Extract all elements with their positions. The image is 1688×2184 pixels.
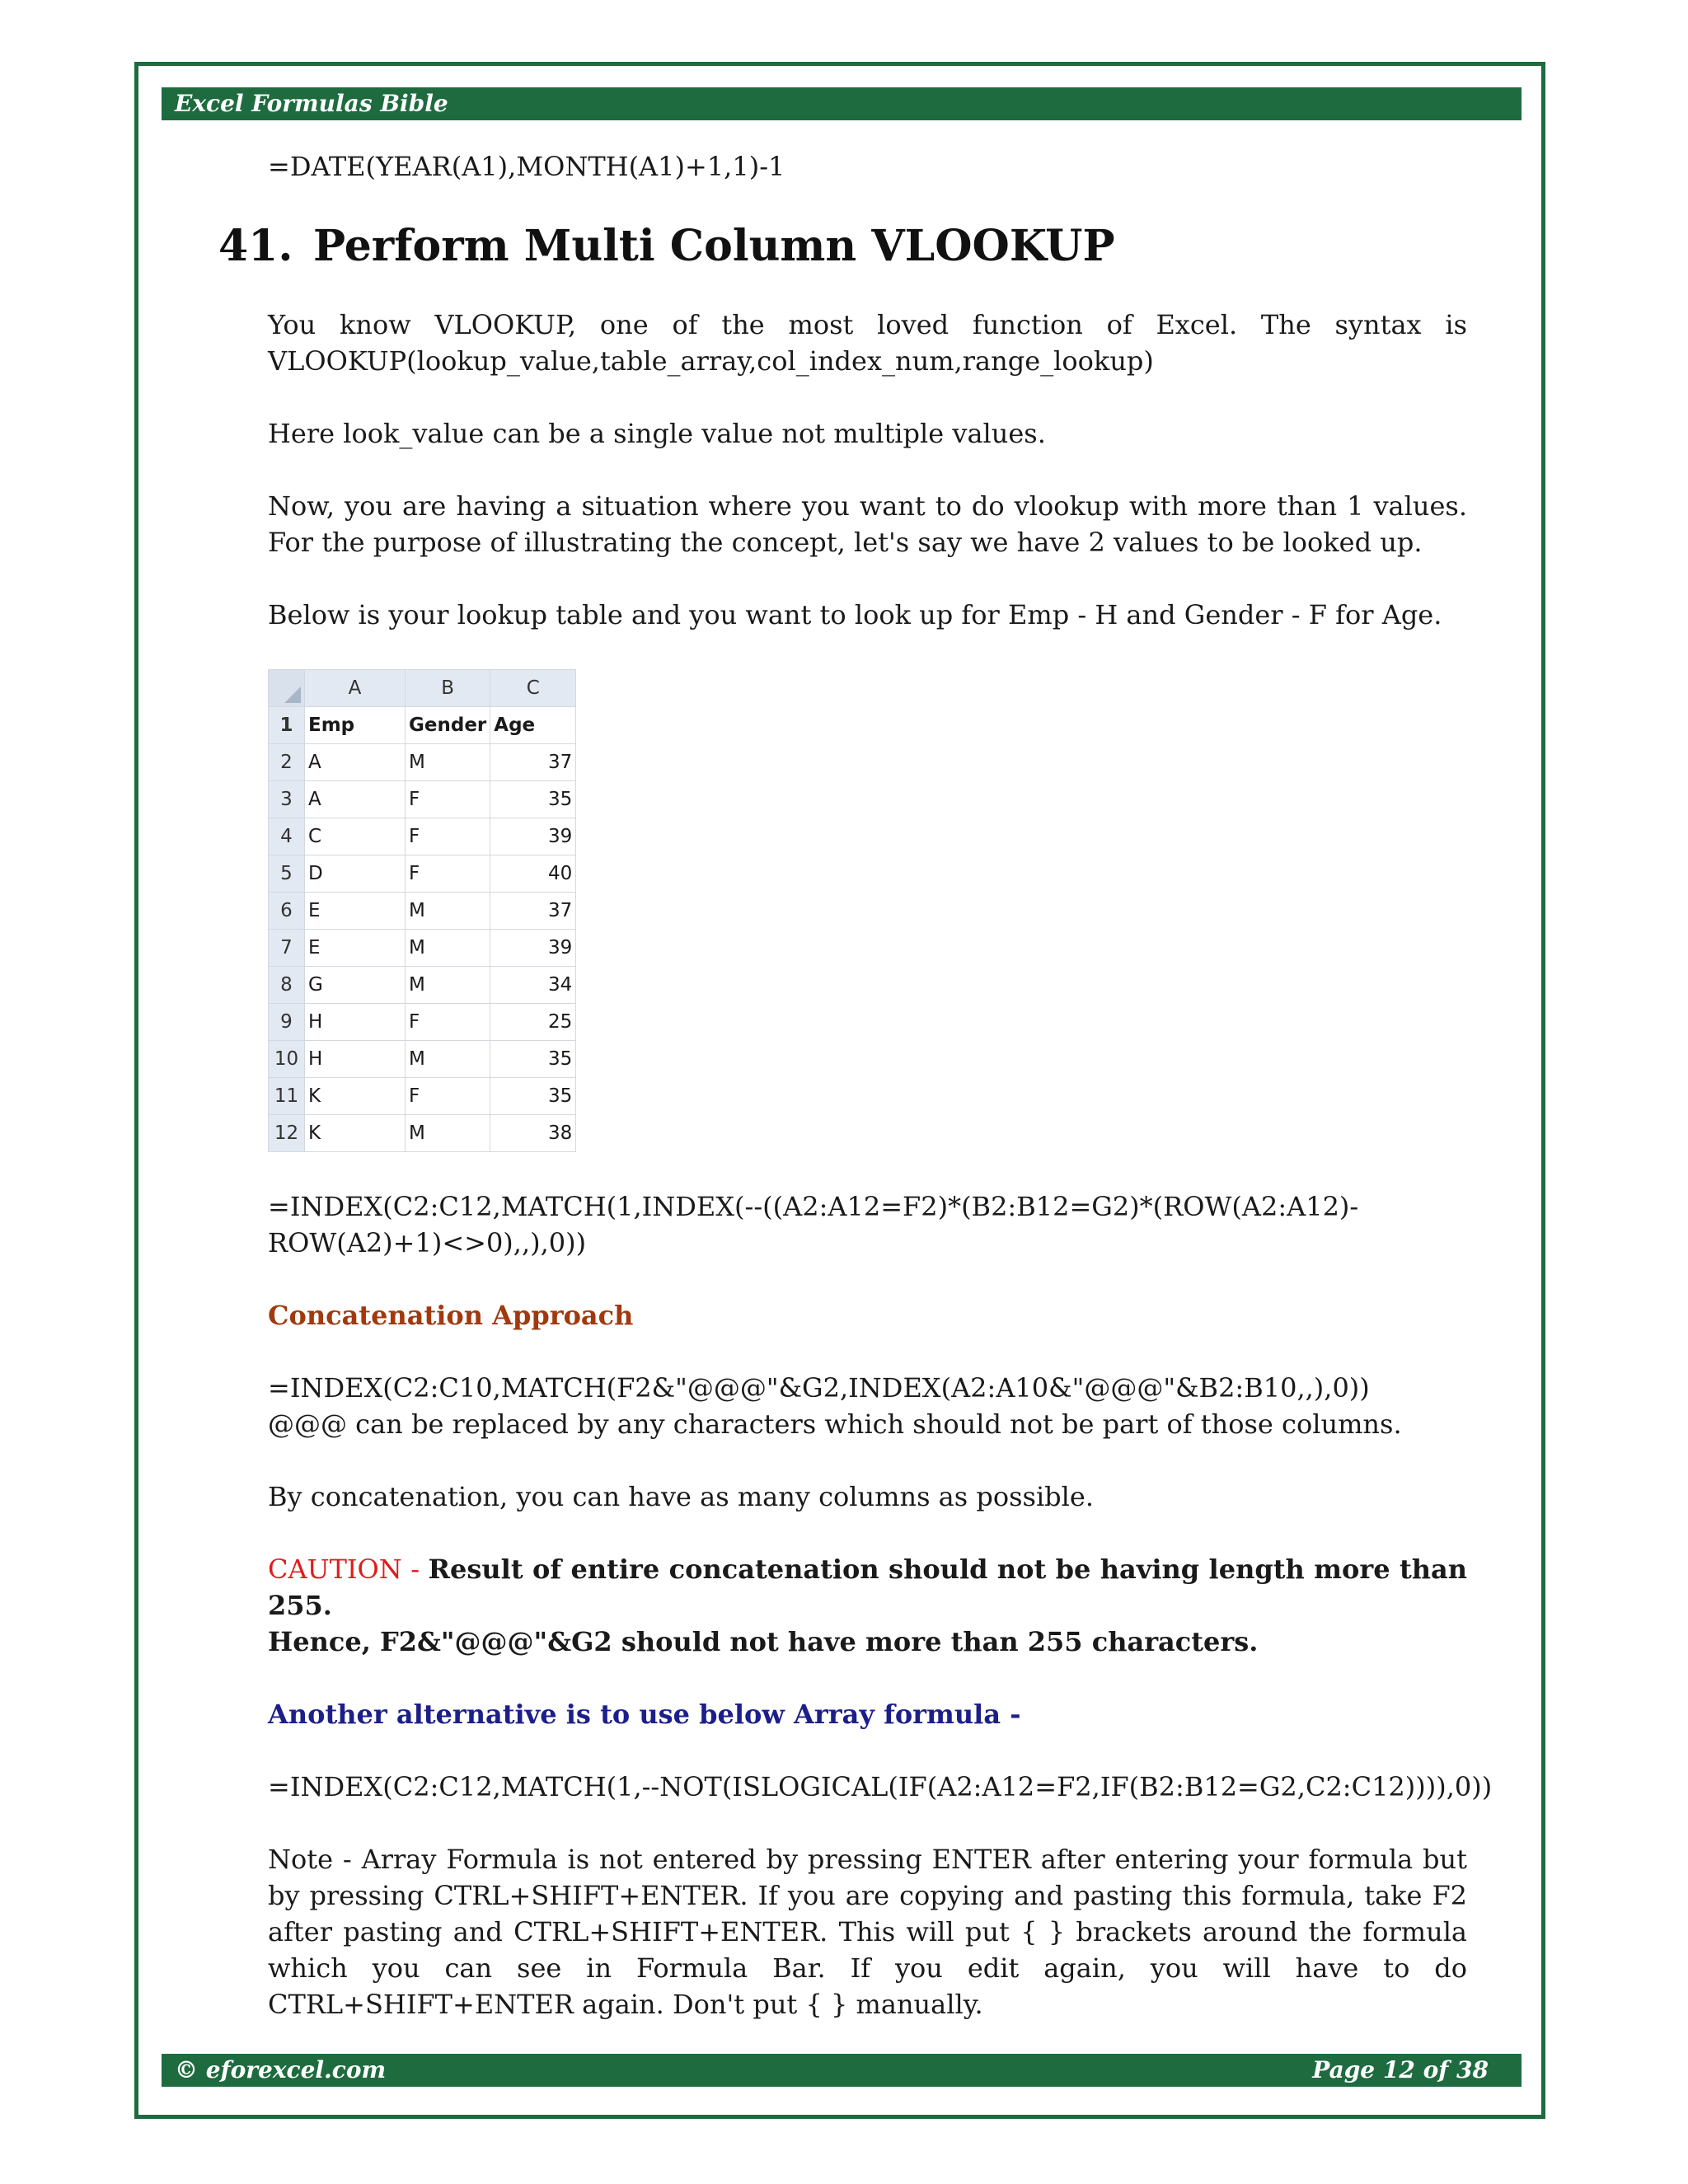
cell-age: 35	[490, 1078, 576, 1115]
cell-emp: A	[305, 781, 406, 818]
cell-gender: F	[406, 855, 490, 893]
row-number: 6	[269, 893, 305, 930]
cell-gender-header: Gender	[406, 707, 490, 744]
cell-emp: G	[305, 967, 406, 1004]
cell-gender: M	[406, 893, 490, 930]
formula-concatenation-note: @@@ can be replaced by any characters which should not be part of those columns.	[268, 1408, 1402, 1440]
cell-emp: C	[305, 818, 406, 855]
caution-line2: Hence, F2&"@@@"&G2 should not have more than 255 characters.	[268, 1626, 1259, 1657]
table-row	[269, 707, 576, 744]
cell-age: 25	[490, 1004, 576, 1041]
alternative-heading: Another alternative is to use below Array formula -	[268, 1699, 1021, 1730]
cell-gender: F	[406, 1004, 490, 1041]
content	[268, 148, 1493, 2059]
top-formula: =DATE(YEAR(A1),MONTH(A1)+1,1)-1	[268, 151, 785, 182]
header-title: Excel Formulas Bible	[175, 90, 448, 117]
table-row	[269, 781, 576, 818]
row-number: 2	[269, 744, 305, 781]
table-row	[269, 1004, 576, 1041]
formula-concatenation: =INDEX(C2:C10,MATCH(F2&"@@@"&G2,INDEX(A2:A10&"@@@"&B2:B10,,),0))	[268, 1372, 1370, 1404]
cell-emp: H	[305, 1041, 406, 1078]
paragraph-single-value: Here look_value can be a single value not multiple values.	[268, 418, 1046, 449]
formula-index-match-line1: =INDEX(C2:C12,MATCH(1,INDEX(--((A2:A12=F2)*(B2:B12=G2)*(ROW(A2:A12)-	[268, 1191, 1359, 1222]
column-header-a: A	[305, 670, 406, 707]
caution-line1	[268, 1551, 1467, 1624]
cell-age: 35	[490, 1041, 576, 1078]
row-number: 1	[269, 707, 305, 744]
table-row	[269, 1041, 576, 1078]
table-row	[269, 967, 576, 1004]
row-number: 5	[269, 855, 305, 893]
cell-emp-header: Emp	[305, 707, 406, 744]
cell-age: 38	[490, 1115, 576, 1152]
cell-gender: M	[406, 1115, 490, 1152]
cell-gender: M	[406, 930, 490, 967]
row-number: 9	[269, 1004, 305, 1041]
row-number: 11	[269, 1078, 305, 1115]
section-title: Perform Multi Column VLOOKUP	[313, 221, 1115, 271]
cell-gender: M	[406, 967, 490, 1004]
formula-index-match-line2: ROW(A2)+1)<>0),,),0))	[268, 1227, 587, 1258]
row-number: 7	[269, 930, 305, 967]
lookup-table	[268, 669, 576, 1152]
paragraph-lookup-table: Below is your lookup table and you want to look up for Emp - H and Gender - F for Age.	[268, 599, 1442, 630]
paragraph-many-columns: By concatenation, you can have as many columns as possible.	[268, 1481, 1094, 1512]
caution-text: Result of entire concatenation should not be having length more than 255.	[268, 1554, 1468, 1621]
row-number: 3	[269, 781, 305, 818]
note-paragraph: Note - Array Formula is not entered by pressing ENTER after entering your formula but by pressing CTRL+SHIFT+ENTER. If you are copying and pasting this formula, take F2 after pasting and CTRL+SHIFT+ENTER. This will put { } brackets around the formula which you can see in Formula Bar. If you edit again, you will have to do CTRL+SHIFT+ENTER again. Don't put { } manually.	[268, 1844, 1467, 2020]
table-row	[269, 930, 576, 967]
paragraph-vlookup-intro: You know VLOOKUP, one of the most loved function of Excel. The syntax is VLOOKUP(lookup_value,table_array,col_index_num,range_lookup)	[268, 309, 1467, 377]
cell-gender: M	[406, 1041, 490, 1078]
cell-emp: E	[305, 930, 406, 967]
cell-emp: K	[305, 1115, 406, 1152]
row-number: 4	[269, 818, 305, 855]
cell-age: 40	[490, 855, 576, 893]
table-row	[269, 744, 576, 781]
cell-age: 37	[490, 893, 576, 930]
concatenation-heading: Concatenation Approach	[268, 1300, 634, 1331]
footer-band	[162, 2054, 1522, 2087]
cell-age: 39	[490, 930, 576, 967]
column-header-c: C	[490, 670, 576, 707]
cell-emp: D	[305, 855, 406, 893]
cell-gender: F	[406, 781, 490, 818]
table-row	[269, 855, 576, 893]
paragraph-multiple-values: Now, you are having a situation where you want to do vlookup with more than 1 values. For the purpose of illustrating the concept, let's say we have 2 values to be looked up.	[268, 490, 1467, 558]
table-row	[269, 893, 576, 930]
cell-emp: K	[305, 1078, 406, 1115]
formula-array: =INDEX(C2:C12,MATCH(1,--NOT(ISLOGICAL(IF(A2:A12=F2,IF(B2:B12=G2,C2:C12)))),0))	[268, 1771, 1493, 1802]
select-all-corner	[269, 670, 305, 707]
cell-emp: E	[305, 893, 406, 930]
table-row	[269, 818, 576, 855]
header-band	[162, 87, 1522, 120]
cell-emp: A	[305, 744, 406, 781]
cell-emp: H	[305, 1004, 406, 1041]
table-row	[269, 1078, 576, 1115]
column-header-b: B	[406, 670, 490, 707]
row-number: 12	[269, 1115, 305, 1152]
caution-label: CAUTION -	[268, 1554, 429, 1585]
row-number: 10	[269, 1041, 305, 1078]
footer-page-number: Page 12 of 38	[1312, 2056, 1489, 2083]
cell-gender: F	[406, 818, 490, 855]
section-number: 41.	[218, 221, 293, 271]
row-number: 8	[269, 967, 305, 1004]
cell-age: 35	[490, 781, 576, 818]
cell-age: 34	[490, 967, 576, 1004]
cell-gender: F	[406, 1078, 490, 1115]
cell-age: 37	[490, 744, 576, 781]
cell-age: 39	[490, 818, 576, 855]
cell-gender: M	[406, 744, 490, 781]
table-row	[269, 1115, 576, 1152]
cell-age-header: Age	[490, 707, 576, 744]
footer-copyright: © eforexcel.com	[175, 2056, 387, 2083]
